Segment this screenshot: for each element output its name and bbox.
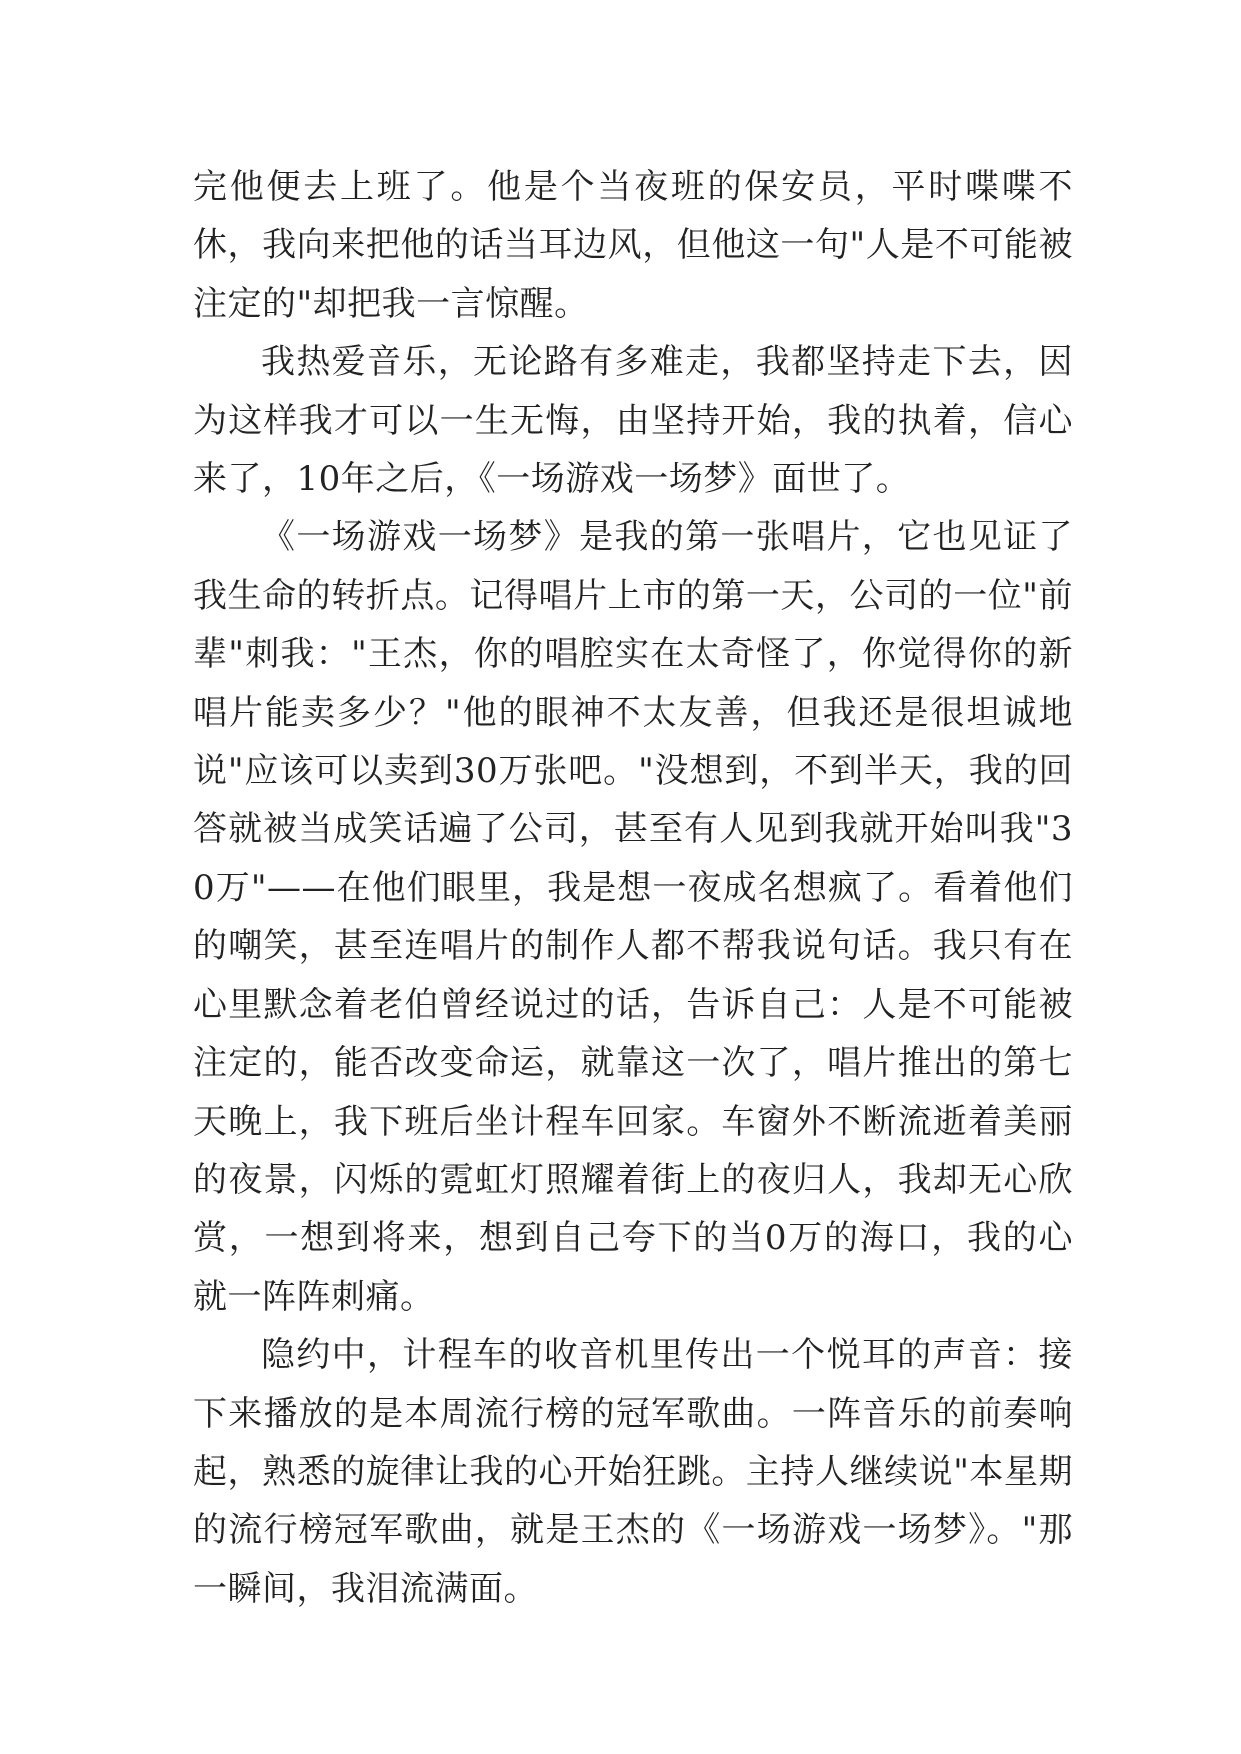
paragraph-continued: 完他便去上班了。他是个当夜班的保安员，平时喋喋不休，我向来把他的话当耳边风，但他这一句"人是不可能被注定的"却把我一言惊醒。 (193, 167, 1073, 324)
paragraph-first-album: 《一场游戏一场梦》是我的第一张唱片，它也见证了我生命的转折点。记得唱片上市的第一天，公司的一位"前辈"刺我："王杰，你的唱腔实在太奇怪了，你觉得你的新唱片能卖多少？"他的眼神不太友善，但我还是很坦诚地说"应该可以卖到30万张吧。"没想到，不到半天，我的回答就被当成笑话遍了公司，甚至有人见到我就开始叫我"30万"——在他们眼里，我是想一夜成名想疯了。看着他们的嘲笑，甚至连唱片的制作人都不帮我说句话。我只有在心里默念着老伯曾经说过的话，告诉自己：人是不可能被注定的，能否改变命运，就靠这一次了，唱片推出的第七天晚上，我下班后坐计程车回家。车窗外不断流逝着美丽的夜景，闪烁的霓虹灯照耀着街上的夜归人，我却无心欣赏，一想到将来，想到自己夸下的当0万的海口，我的心就一阵阵刺痛。 (193, 517, 1073, 1317)
paragraph-music-passion: 我热爱音乐，无论路有多难走，我都坚持走下去，因为这样我才可以一生无悔，由坚持开始，我的执着，信心来了，10年之后，《一场游戏一场梦》面世了。 (193, 342, 1073, 500)
body-text (193, 158, 1073, 1618)
paragraph-radio-chart: 隐约中，计程车的收音机里传出一个悦耳的声音：接下来播放的是本周流行榜的冠军歌曲。一阵音乐的前奏响起，熟悉的旋律让我的心开始狂跳。主持人继续说"本星期的流行榜冠军歌曲，就是王杰的《一场游戏一场梦》。"那一瞬间，我泪流满面。 (193, 1335, 1073, 1609)
